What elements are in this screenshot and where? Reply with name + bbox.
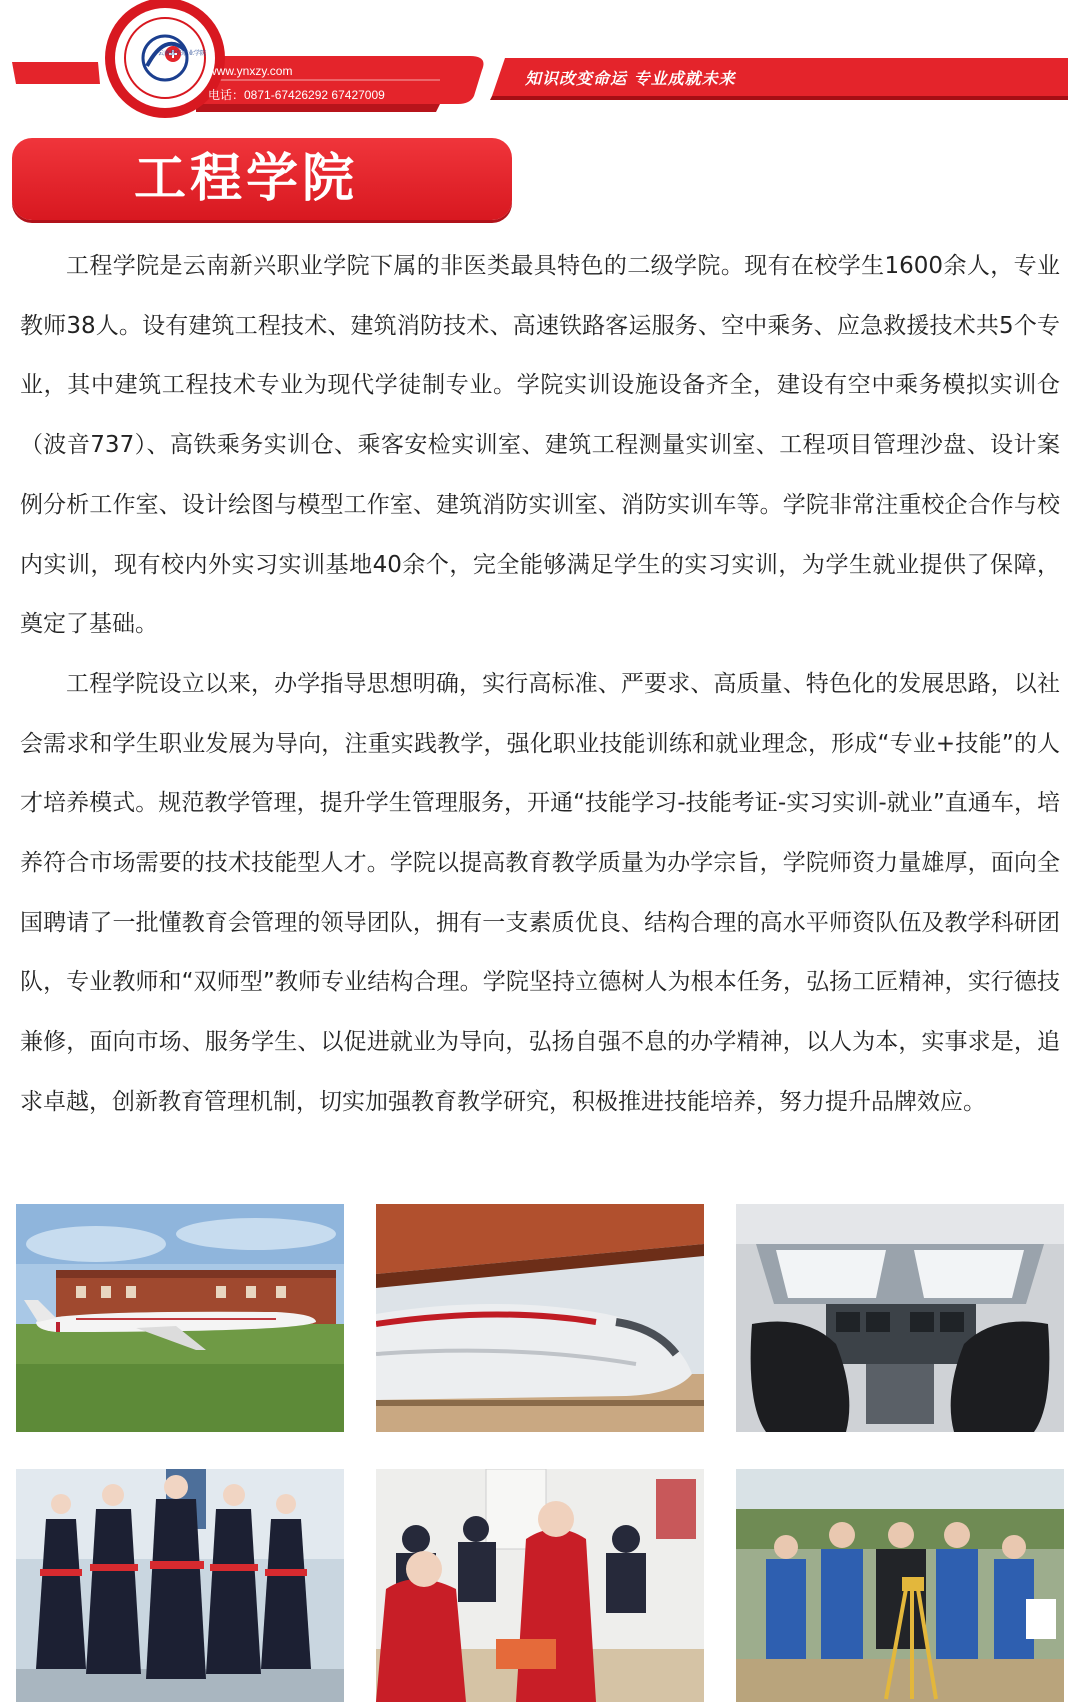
logo-college-name: 云南新兴职业学院 bbox=[158, 50, 207, 57]
cockpit-image-icon bbox=[736, 1204, 1064, 1432]
photo-classroom-training bbox=[376, 1469, 704, 1702]
photo-flight-attendants bbox=[16, 1469, 344, 1702]
college-logo-icon bbox=[125, 20, 205, 100]
paragraph-intro: 工程学院是云南新兴职业学院下属的非医类最具特色的二级学院。现有在校学生1600余人，专业教师38人。设有建筑工程技术、建筑消防技术、高速铁路客运服务、空中乘务、应急救援技术共5个专业，其中建筑工程技术专业为现代学徒制专业。学院实训设施设备齐全，建设有空中乘务模拟实训仓（波音737）、高铁乘务实训仓、乘客安检实训室、建筑工程测量实训室、工程项目管理沙盘、设计案例分析工作室、设计绘图与模型工作室、建筑消防实训室、消防实训车等。学院非常注重校企合作与校内实训，现有校内外实习实训基地40余个，完全能够满足学生的实习实训，为学生就业提供了保障，奠定了基础。 bbox=[20, 253, 1060, 638]
photo-cockpit-simulator bbox=[736, 1204, 1064, 1432]
contact-phone: 电话：0871-67426292 67427009 bbox=[208, 88, 385, 102]
page-title: 工程学院 bbox=[134, 149, 359, 209]
airplane-image-icon bbox=[16, 1204, 344, 1432]
attendants-image-icon bbox=[16, 1469, 344, 1702]
site-url-link[interactable]: www.ynxzy.com bbox=[208, 64, 293, 78]
photo-surveying-practice bbox=[736, 1469, 1064, 1702]
train-image-icon bbox=[376, 1204, 704, 1432]
classroom-image-icon bbox=[376, 1469, 704, 1702]
title-banner bbox=[12, 138, 512, 220]
photo-highspeed-train bbox=[376, 1204, 704, 1432]
photo-airplane-training bbox=[16, 1204, 344, 1432]
paragraph-philosophy: 工程学院设立以来，办学指导思想明确，实行高标准、严要求、高质量、特色化的发展思路，以社会需求和学生职业发展为导向，注重实践教学，强化职业技能训练和就业理念，形成“专业+技能”的人才培养模式。规范教学管理，提升学生管理服务，开通“技能学习-技能考证-实习实训-就业”直通车，培养符合市场需要的技术技能型人才。学院以提高教育教学质量为办学宗旨，学院师资力量雄厚，面向全国聘请了一批懂教育会管理的领导团队，拥有一支素质优良、结构合理的高水平师资队伍及教学科研团队，专业教师和“双师型”教师专业结构合理。学院坚持立德树人为根本任务，弘扬工匠精神，实行德技兼修，面向市场、服务学生、以促进就业为导向，弘扬自强不息的办学精神，以人为本，实事求是，追求卓越，创新教育管理机制，切实加强教育教学研究，积极推进技能培养，努力提升品牌效应。 bbox=[20, 670, 1060, 1115]
page-header bbox=[0, 0, 1080, 120]
surveying-image-icon bbox=[736, 1469, 1064, 1702]
header-slogan: 知识改变命运 专业成就未来 bbox=[525, 69, 736, 88]
article-body bbox=[20, 237, 1060, 1133]
logo-emblem bbox=[125, 20, 205, 100]
